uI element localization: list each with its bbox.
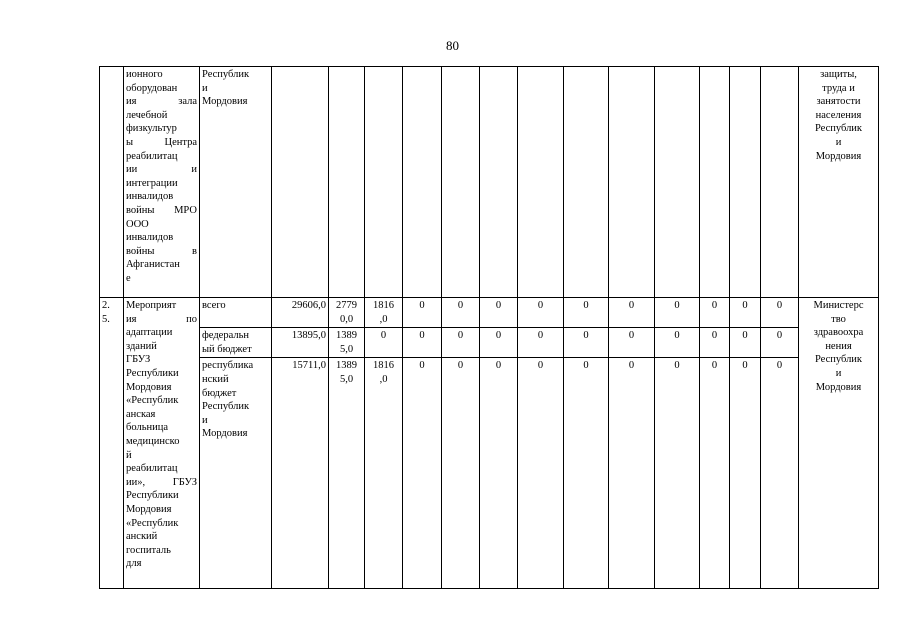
- year-amount-cell: 0: [480, 358, 518, 589]
- year-amount-cell: 0: [700, 298, 730, 328]
- year-amount-cell: 1816 ,0: [365, 298, 403, 328]
- year-amount-cell: 0: [442, 358, 480, 589]
- event-name-cell: ионного оборудован ия зала лечебной физкультур ы Центра реабилитац ии и интеграции инвалидов войны МРО ООО инвалидов войны в Афганистан е: [124, 67, 200, 298]
- year-amount-cell: 0: [609, 298, 655, 328]
- year-amount-cell: 0: [730, 358, 761, 589]
- year-amount-cell: 0: [518, 358, 564, 589]
- page-number: 80: [446, 38, 459, 53]
- year-amount-cell: 0: [655, 298, 700, 328]
- table-row-total: [100, 298, 879, 328]
- year-amount-cell: 0: [480, 298, 518, 328]
- funding-source-cell: Республик и Мордовия: [200, 67, 272, 298]
- budget-table: [99, 66, 879, 589]
- total-amount-cell: 29606,0: [272, 298, 329, 328]
- year-amount-cell: 0: [365, 328, 403, 358]
- year-amount-cell: 0: [730, 328, 761, 358]
- table-row-federal: [100, 328, 879, 358]
- number-cell: 2. 5.: [100, 298, 124, 589]
- executor-cell: защиты, труда и занятости населения Республик и Мордовия: [799, 67, 879, 298]
- year-amount-cell: 2779 0,0: [329, 298, 365, 328]
- year-amount-cell: 0: [655, 358, 700, 589]
- year-amount-cell: 0: [403, 298, 442, 328]
- year-amount-cell: 1389 5,0: [329, 328, 365, 358]
- event-name-cell: Мероприят ия по адаптации зданий ГБУЗ Республики Мордовия «Республик анская больница медицинско й реабилитац ии», ГБУЗ Республики Мордовия «Республик анский госпиталь для: [124, 298, 200, 589]
- year-amount-cell: 0: [761, 358, 799, 589]
- table-row-republic: [100, 358, 879, 589]
- total-amount-cell: 15711,0: [272, 358, 329, 589]
- year-amount-cell: 0: [700, 328, 730, 358]
- funding-source-cell: республика нский бюджет Республик и Мордовия: [200, 358, 272, 589]
- year-amount-cell: 0: [564, 358, 609, 589]
- year-amount-cell: 0: [518, 298, 564, 328]
- year-amount-cell: 0: [700, 358, 730, 589]
- year-amount-cell: 1389 5,0: [329, 358, 365, 589]
- year-amount-cell: 0: [761, 328, 799, 358]
- year-amount-cell: 0: [761, 298, 799, 328]
- year-amount-cell: 0: [403, 358, 442, 589]
- year-amount-cell: 0: [564, 328, 609, 358]
- year-amount-cell: 0: [730, 298, 761, 328]
- number-cell: [100, 67, 124, 298]
- year-amount-cell: 0: [442, 298, 480, 328]
- table-row-continuation: [100, 67, 879, 298]
- year-amount-cell: 0: [480, 328, 518, 358]
- year-amount-cell: 0: [655, 328, 700, 358]
- funding-source-cell: федеральн ый бюджет: [200, 328, 272, 358]
- year-amount-cell: 0: [442, 328, 480, 358]
- year-amount-cell: 0: [403, 328, 442, 358]
- total-amount-cell: 13895,0: [272, 328, 329, 358]
- executor-cell: Министерс тво здравоохра нения Республик и Мордовия: [799, 298, 879, 589]
- year-amount-cell: 1816 ,0: [365, 358, 403, 589]
- funding-source-cell: всего: [200, 298, 272, 328]
- year-amount-cell: 0: [564, 298, 609, 328]
- year-amount-cell: 0: [609, 358, 655, 589]
- year-amount-cell: 0: [609, 328, 655, 358]
- year-amount-cell: 0: [518, 328, 564, 358]
